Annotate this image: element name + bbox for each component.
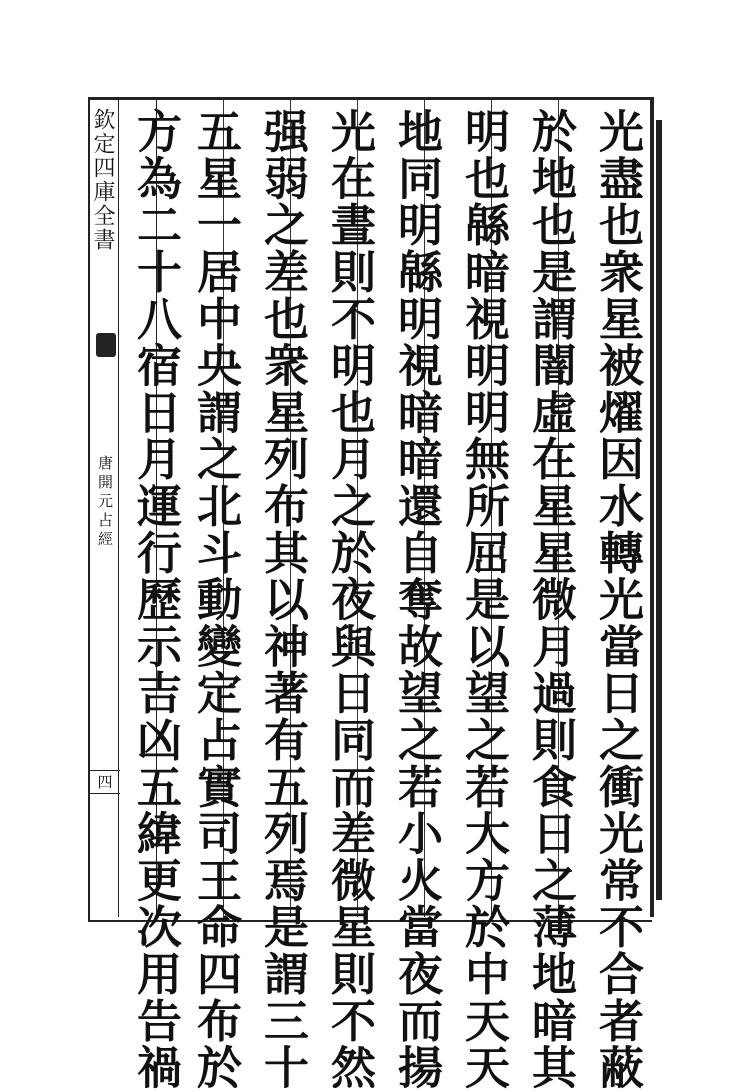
text-column: 光盡也衆星被燿因水轉光當日之衝光常不合者蔽 bbox=[591, 108, 644, 1091]
gutter-inner-rule bbox=[118, 97, 119, 917]
frame-right-block bbox=[656, 120, 662, 900]
page-number: 四 bbox=[90, 770, 120, 794]
text-column: 方為二十八宿日月運行歷示吉凶五緯更次用告禍 bbox=[129, 108, 182, 1091]
text-column: 明也緜暗視明明無所屈是以望之若大方於中天天 bbox=[457, 108, 510, 1091]
text-column: 强弱之差也衆星列布其以神著有五列焉是謂三十 bbox=[256, 108, 309, 1091]
text-column: 地同明緜明視暗暗還自奪故望之若小火當夜而揚 bbox=[390, 108, 443, 1091]
text-column: 光在晝則不明也月之於夜與日同而差微星則不然 bbox=[323, 108, 376, 1091]
book-title: 欽定四庫全書 bbox=[90, 108, 115, 252]
text-column: 於地也是謂闇虛在星星微月過則食日之薄地暗其 bbox=[524, 108, 577, 1091]
volume-title: 唐開元占經 bbox=[96, 455, 114, 550]
frame-right-rule bbox=[650, 97, 654, 917]
fish-tail-mark bbox=[96, 333, 116, 357]
text-column: 五星一居中央謂之北斗動變定占實司王命四布於 bbox=[189, 108, 242, 1091]
